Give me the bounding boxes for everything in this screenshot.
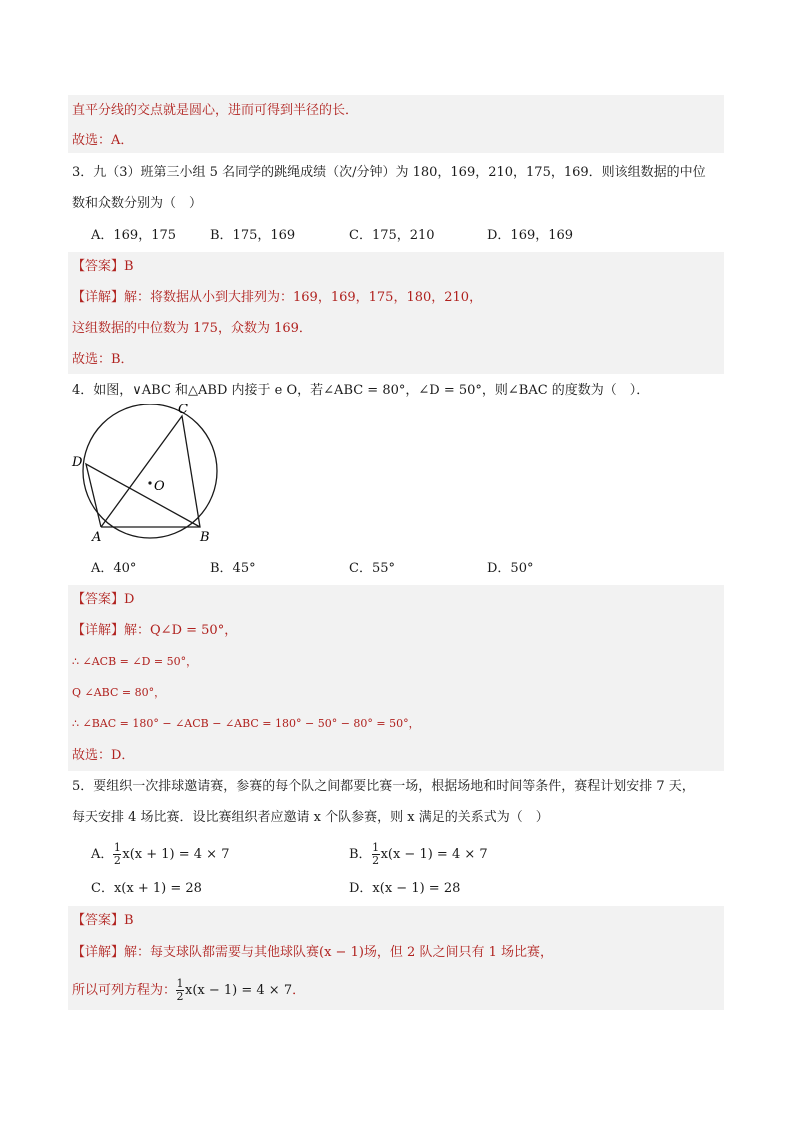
q3-detail-line2: 这组数据的中位数为 175，众数为 169． — [72, 321, 312, 336]
label-a: A — [92, 530, 102, 544]
answer-value: D — [124, 592, 135, 607]
q3-option-a: A．169，175 — [91, 228, 177, 243]
circle-o — [83, 404, 217, 538]
q4-step3: ∴ ∠BAC = 180° − ∠ACB − ∠ABC = 180° − 50° − 80° = 50°， — [72, 717, 420, 730]
q5-option-c: C．x(x + 1) = 28 — [91, 881, 202, 896]
center-point-o — [148, 481, 151, 484]
q4-option-c: C．55° — [349, 561, 395, 576]
q3-stem-line2: 数和众数分别为（ ） — [72, 196, 203, 211]
triangle-abd — [86, 464, 200, 527]
label-b: B — [200, 530, 210, 544]
q3-option-b: B．175，169 — [210, 228, 296, 243]
q5-stem-line1: 5．要组织一次排球邀请赛，参赛的每个队之间都要比赛一场，根据场地和时间等条件，赛程计划安排 7 天， — [72, 779, 695, 794]
q3-option-d: D．169，169 — [487, 228, 574, 243]
fraction-half: $\frac{1}{2}$ — [176, 977, 184, 1003]
detail-tag: 【详解】 — [72, 290, 125, 305]
prev-choice: 故选：A． — [72, 133, 134, 148]
q3-choice: 故选：B． — [72, 352, 134, 367]
answer-value: B — [124, 913, 134, 928]
q4-option-b: B．45° — [210, 561, 256, 576]
q4-answer-band — [68, 585, 724, 771]
answer-tag: 【答案】 — [72, 592, 125, 607]
answer-value: B — [124, 259, 134, 274]
q3-detail-line1: 【详解】解：将数据从小到大排列为：169，169，175，180，210， — [72, 290, 483, 305]
q3-answer — [72, 257, 134, 277]
q4-option-d: D．50° — [487, 561, 534, 576]
q5-stem-line2: 每天安排 4 场比赛．设比赛组织者应邀请 x 个队参赛，则 x 满足的关系式为（ ） — [72, 810, 549, 825]
prev-analysis-text: 直平分线的交点就是圆心，进而可得到半径的长． — [72, 103, 359, 118]
q3-option-c: C．175，210 — [349, 228, 435, 243]
q4-step2: Q ∠ABC = 80°， — [72, 686, 166, 699]
q5-detail-line2: 所以可列方程为： $\frac{1}{2}$ x(x − 1) = 4 × 7． — [72, 977, 306, 1003]
answer-tag: 【答案】 — [72, 913, 125, 928]
answer-tag: 【答案】 — [72, 259, 125, 274]
q4-circle-figure — [68, 404, 228, 544]
q3-answer-band — [68, 252, 724, 374]
fraction-half: $\frac{1}{2}$ — [372, 841, 380, 867]
q4-step1: ∴ ∠ACB = ∠D = 50°， — [72, 655, 198, 668]
q4-option-a: A．40° — [91, 561, 137, 576]
label-d: D — [72, 455, 83, 470]
q5-answer — [72, 911, 134, 931]
q4-answer — [72, 590, 134, 610]
q5-option-a: A． $\frac{1}{2}$ x(x + 1) = 4 × 7 — [91, 841, 230, 867]
label-o: O — [154, 479, 165, 494]
detail-tag: 【详解】 — [72, 623, 125, 638]
label-c: C — [178, 404, 188, 417]
q4-detail-line1: 【详解】解：Q∠D = 50°， — [72, 623, 238, 638]
q5-detail-line1: 【详解】解：每支球队都需要与其他球队赛(x − 1)场，但 2 队之间只有 1 场比赛， — [72, 945, 553, 960]
q4-stem-line1: 4．如图，∨ABC 和△ABD 内接于 e O，若∠ABC = 80°，∠D = 50°，则∠BAC 的度数为（ ）． — [72, 383, 650, 398]
q5-option-d: D．x(x − 1) = 28 — [349, 881, 461, 896]
triangle-abc — [101, 416, 200, 527]
q4-choice: 故选：D． — [72, 748, 135, 763]
q3-stem-line1: 3．九（3）班第三小组 5 名同学的跳绳成绩（次/分钟）为 180，169，210，175，169．则该组数据的中位 — [72, 165, 706, 180]
detail-tag: 【详解】 — [72, 945, 125, 960]
q5-option-b: B． $\frac{1}{2}$ x(x − 1) = 4 × 7 — [349, 841, 488, 867]
fraction-half: $\frac{1}{2}$ — [113, 841, 121, 867]
